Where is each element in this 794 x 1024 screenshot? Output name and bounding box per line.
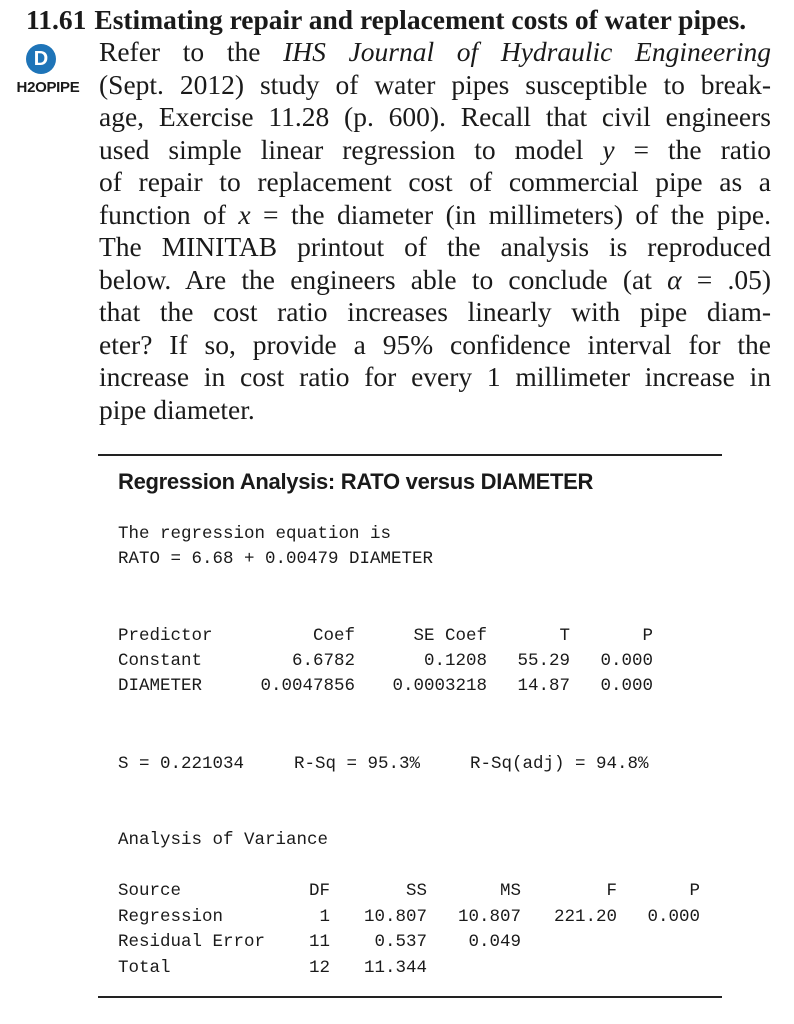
table-cell: Regression: [118, 906, 224, 927]
equation-label: The regression equation is: [118, 524, 392, 544]
table-cell: 14.87: [517, 676, 570, 696]
body-text-run: of repair to replacement cost of commercial pipe as a: [99, 166, 771, 197]
italic-text: α: [667, 263, 682, 295]
table-cell: 1: [319, 906, 330, 927]
body-line: [99, 69, 771, 102]
italic-text: y: [602, 133, 615, 165]
table-header-cell: P: [642, 626, 653, 646]
body-text-run: increase in cost ratio for every 1 millimeter increase in: [99, 361, 771, 392]
exercise-number: 11.61: [26, 4, 87, 35]
body-text-run: below. Are the engineers able to conclude (at: [99, 263, 668, 295]
table-cell: 0.049: [468, 932, 521, 952]
exercise-title: Estimating repair and replacement costs of water pipes.: [94, 4, 747, 35]
table-cell: 55.29: [517, 651, 570, 671]
table-header-cell: F: [606, 881, 617, 901]
body-line: [99, 394, 771, 427]
anova-title: Analysis of Variance: [118, 830, 329, 850]
body-line: [99, 36, 771, 69]
table-cell: 221.20: [553, 906, 617, 927]
table-cell: 0.000: [647, 906, 700, 927]
fit-rsq-adj: R-Sq(adj) = 94.8%: [470, 754, 649, 774]
table-cell: 0.000: [600, 651, 653, 671]
data-file-name: H2OPIPE: [16, 79, 80, 96]
body-text-run: Refer to the: [99, 36, 284, 67]
table-cell: 0.1208: [423, 651, 487, 671]
exercise-heading: [26, 4, 776, 37]
printout-bottom-rule: [98, 996, 722, 998]
table-header-cell: P: [689, 881, 700, 901]
table-cell: Residual Error: [118, 932, 266, 952]
table-cell: 10.807: [363, 906, 427, 927]
body-text-run: that the cost ratio increases linearly with pipe diam-: [99, 296, 771, 327]
table-cell: Constant: [118, 651, 203, 671]
body-text-run: The MINITAB printout of the analysis is reproduced: [99, 231, 771, 262]
body-text-run: used simple linear regression to model: [99, 133, 603, 165]
table-cell: 6.6782: [291, 651, 355, 671]
body-line: [99, 199, 771, 232]
printout-title: Regression Analysis: RATO versus DIAMETER: [118, 469, 594, 494]
table-header-cell: DF: [308, 881, 330, 901]
table-header-cell: T: [559, 626, 570, 646]
body-line: [99, 264, 771, 297]
table-header-cell: Predictor: [118, 626, 213, 646]
italic-text: IHS Journal of Hydraulic Engineering: [283, 36, 771, 67]
body-line: [99, 101, 771, 134]
table-header-cell: Coef: [312, 626, 355, 646]
body-text-run: (Sept. 2012) study of water pipes susceptible to break-: [99, 68, 771, 100]
body-text-run: function of: [99, 198, 239, 230]
body-line: [99, 166, 771, 199]
body-line: [99, 296, 771, 329]
table-cell: Total: [118, 957, 171, 978]
body-text-run: pipe diameter.: [99, 393, 255, 425]
fit-s: S = 0.221034: [118, 754, 245, 774]
table-cell: 0.0003218: [392, 676, 487, 696]
table-cell: 0.537: [374, 932, 427, 952]
table-cell: 10.807: [457, 906, 521, 927]
table-cell: 12: [308, 957, 330, 978]
table-header-cell: SS: [405, 881, 427, 901]
body-line: [99, 329, 771, 362]
body-text-run: age, Exercise 11.28 (p. 600). Recall that civil engineers: [99, 101, 771, 132]
table-cell: 11.344: [363, 957, 427, 978]
table-cell: 0.0047856: [260, 676, 355, 696]
body-text-run: = .05): [681, 263, 771, 295]
printout-top-rule: [98, 454, 722, 456]
table-header-cell: SE Coef: [413, 626, 487, 646]
body-text-run: eter? If so, provide a 95% confidence interval for the: [99, 328, 771, 360]
body-line: [99, 361, 771, 394]
table-cell: 11: [308, 932, 330, 952]
exercise-body: [99, 36, 771, 426]
table-header-cell: Source: [118, 881, 182, 901]
italic-text: x: [238, 198, 251, 230]
table-header-cell: MS: [499, 881, 521, 901]
body-line: [99, 134, 771, 167]
body-text-run: = the diameter (in millimeters) of the pipe.: [250, 198, 771, 230]
table-cell: 0.000: [600, 676, 653, 696]
data-file-badge-icon: D: [26, 44, 56, 74]
regression-equation: RATO = 6.68 + 0.00479 DIAMETER: [118, 549, 434, 569]
fit-rsq: R-Sq = 95.3%: [294, 754, 421, 774]
body-text-run: = the ratio: [614, 133, 771, 165]
body-line: [99, 231, 771, 264]
table-cell: DIAMETER: [118, 676, 203, 696]
